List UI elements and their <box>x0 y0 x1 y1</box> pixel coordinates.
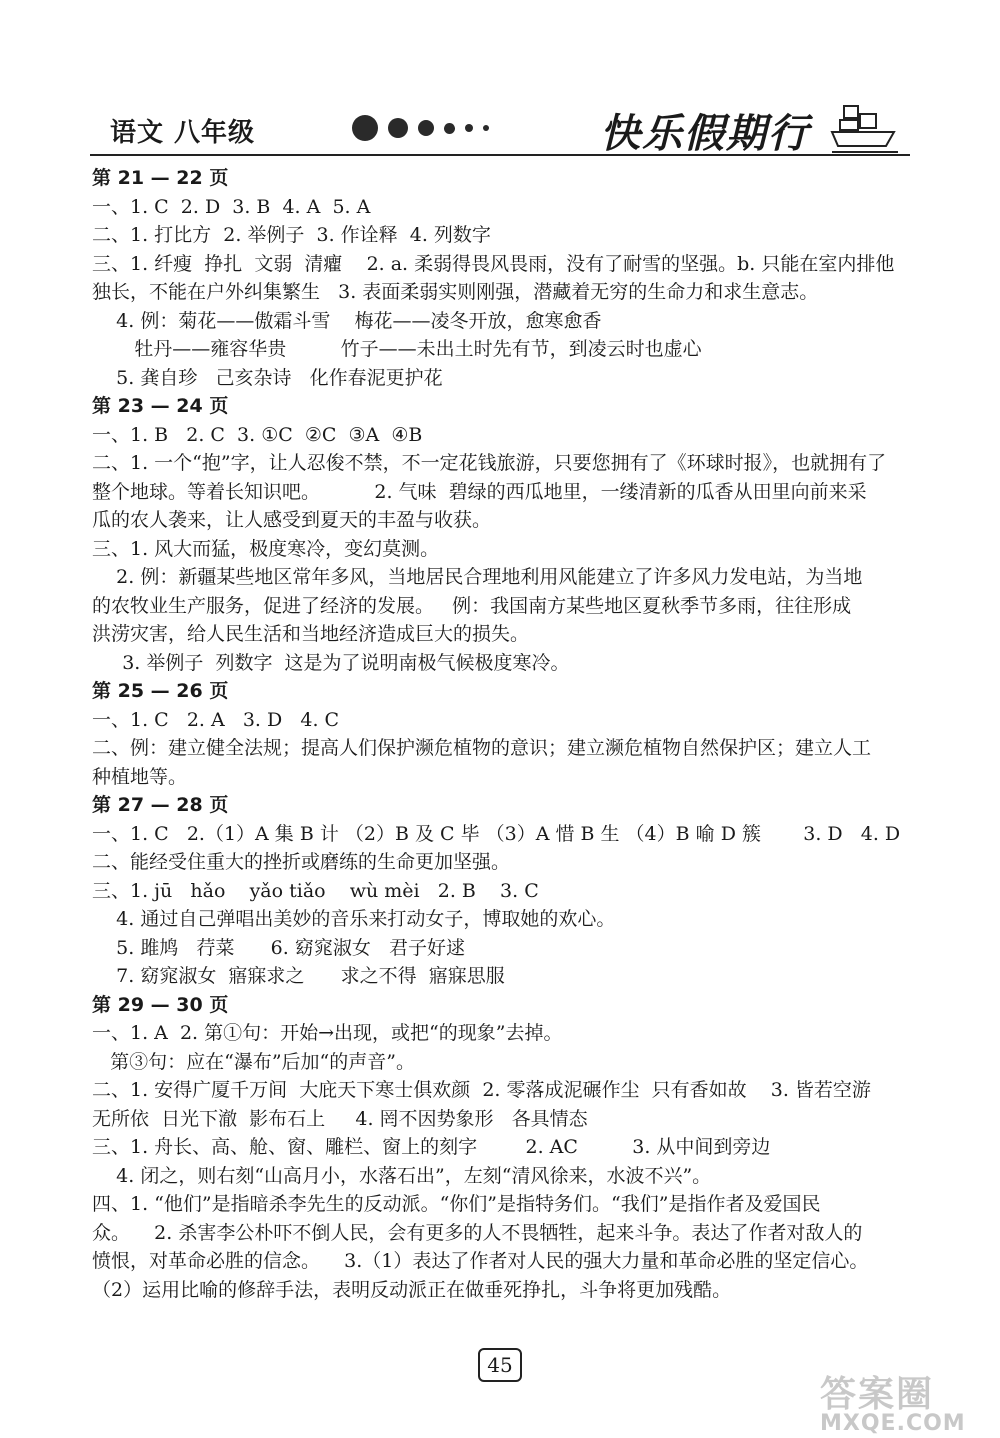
watermark-text: 答案圈 <box>820 1374 935 1415</box>
dot-icon <box>352 115 378 141</box>
dot-icon <box>388 118 408 138</box>
text-line: 无所依 日光下澈 影布石上 4. 罔不因势象形 各具情态 <box>92 1107 588 1130</box>
watermark-logo <box>820 1366 966 1436</box>
text-line: （2）运用比喻的修辞手法，表明反动派正在做垂死挣扎，斗争将更加残酷。 <box>92 1278 732 1301</box>
text-line: 二、1. 一个“抱”字，让人忍俊不禁，不一定花钱旅游，只要您拥有了《环球时报》，也就拥有了 <box>92 452 887 474</box>
dot-icon <box>444 123 455 134</box>
section-heading: 第 21 — 22 页 <box>92 167 229 189</box>
section-heading: 第 25 — 26 页 <box>92 680 229 702</box>
text-line: 5. 雎鸠 荇菜 6. 窈窕淑女 君子好逑 <box>92 936 465 959</box>
header-rule <box>90 154 910 156</box>
page-number: 45 <box>478 1348 522 1382</box>
text-line: 洪涝灾害，给人民生活和当地经济造成巨大的损失。 <box>92 623 530 645</box>
text-line: 种植地等。 <box>92 765 188 788</box>
text-line: 三、1. 纤瘦 挣扎 文弱 清癯 2. a. 柔弱得畏风畏雨，没有了耐雪的坚强。b. 只能在室内排他 <box>92 252 895 275</box>
text-line: 三、1. jū hǎo yǎo tiǎo wù mèi 2. B 3. C <box>92 879 539 902</box>
text-line: 2. 例：新疆某些地区常年多风，当地居民合理地利用风能建立了许多风力发电站，为当地 <box>92 566 863 588</box>
section-heading: 第 27 — 28 页 <box>92 794 229 816</box>
section-heading: 第 23 — 24 页 <box>92 395 229 417</box>
dot-icon <box>465 124 473 132</box>
text-line: 的农牧业生产服务，促进了经济的发展。 例：我国南方某些地区夏秋季节多雨，往往形成 <box>92 594 852 617</box>
subject-grade-label: 语文 八年级 <box>110 118 256 148</box>
text-line: 第③句：应在“瀑布”后加“的声音”。 <box>92 1050 415 1073</box>
ship-icon <box>830 100 900 156</box>
text-line: 4. 闭之，则右刻“山高月小，水落石出”，左刻“清风徐来，水波不兴”。 <box>92 1164 712 1187</box>
answer-content <box>92 164 912 1304</box>
section-heading: 第 29 — 30 页 <box>92 993 229 1016</box>
text-line: 4. 例：菊花——傲霜斗雪 梅花——凌冬开放，愈寒愈香 <box>92 309 602 332</box>
text-line: 二、1. 打比方 2. 举例子 3. 作诠释 4. 列数字 <box>92 224 491 246</box>
text-line: 一、1. B 2. C 3. ①C ②C ③A ④B <box>92 423 423 446</box>
text-line: 一、1. C 2.（1）A 集 B 计 （2）B 及 C 毕 （3）A 惜 B 生 （4）B 喻 D 簇 3. D 4. D <box>92 822 901 845</box>
text-line: 一、1. A 2. 第①句：开始→出现，或把“的现象”去掉。 <box>92 1022 563 1044</box>
text-line: 三、1. 风大而猛，极度寒冷，变幻莫测。 <box>92 537 440 560</box>
text-line: 二、例：建立健全法规；提高人们保护濒危植物的意识；建立濒危植物自然保护区；建立人工 <box>92 737 872 759</box>
text-line: 牡丹——雍容华贵 竹子——未出土时先有节，到凌云时也虚心 <box>92 338 702 360</box>
page-header <box>90 100 910 160</box>
text-line: 四、1. “他们”是指暗杀李先生的反动派。“你们”是指特务们。“我们”是指作者及爱国民 <box>92 1193 821 1215</box>
text-line: 一、1. C 2. D 3. B 4. A 5. A <box>92 195 371 218</box>
text-line: 整个地球。等着长知识吧。 2. 气味 碧绿的西瓜地里，一缕清新的瓜香从田里向前来采 <box>92 480 867 503</box>
text-line: 7. 窈窕淑女 寤寐求之 求之不得 寤寐思服 <box>92 965 505 987</box>
decorative-dots <box>352 116 499 140</box>
text-line: 三、1. 舟长、高、舱、窗、雕栏、窗上的刻字 2. AC 3. 从中间到旁边 <box>92 1136 771 1158</box>
text-line: 愤恨，对革命必胜的信念。 3.（1）表达了作者对人民的强大力量和革命必胜的坚定信心。 <box>92 1250 869 1272</box>
text-line: 二、能经受住重大的挫折或磨练的生命更加坚强。 <box>92 851 511 873</box>
dot-icon <box>418 120 434 136</box>
text-line: 5. 龚自珍 己亥杂诗 化作春泥更护花 <box>92 366 443 389</box>
watermark-url: MXQE.COM <box>820 1411 966 1436</box>
text-line: 4. 通过自己弹唱出美妙的音乐来打动女子，博取她的欢心。 <box>92 908 616 930</box>
brand-title: 快乐假期行 <box>600 111 810 157</box>
text-line: 一、1. C 2. A 3. D 4. C <box>92 708 340 731</box>
text-line: 二、1. 安得广厦千万间 大庇天下寒士俱欢颜 2. 零落成泥碾作尘 只有香如故 3. 皆若空游 <box>92 1079 871 1101</box>
text-line: 众。 2. 杀害李公朴吓不倒人民，会有更多的人不畏牺牲，起来斗争。表达了作者对敌人的 <box>92 1221 863 1244</box>
dot-icon <box>483 125 489 131</box>
text-line: 3. 举例子 列数字 这是为了说明南极气候极度寒冷。 <box>92 651 570 674</box>
text-line: 瓜的农人袭来，让人感受到夏天的丰盈与收获。 <box>92 509 492 531</box>
text-line: 独长，不能在户外纠集繁生 3. 表面柔弱实则刚强，潜藏着无穷的生命力和求生意志。 <box>92 281 819 303</box>
